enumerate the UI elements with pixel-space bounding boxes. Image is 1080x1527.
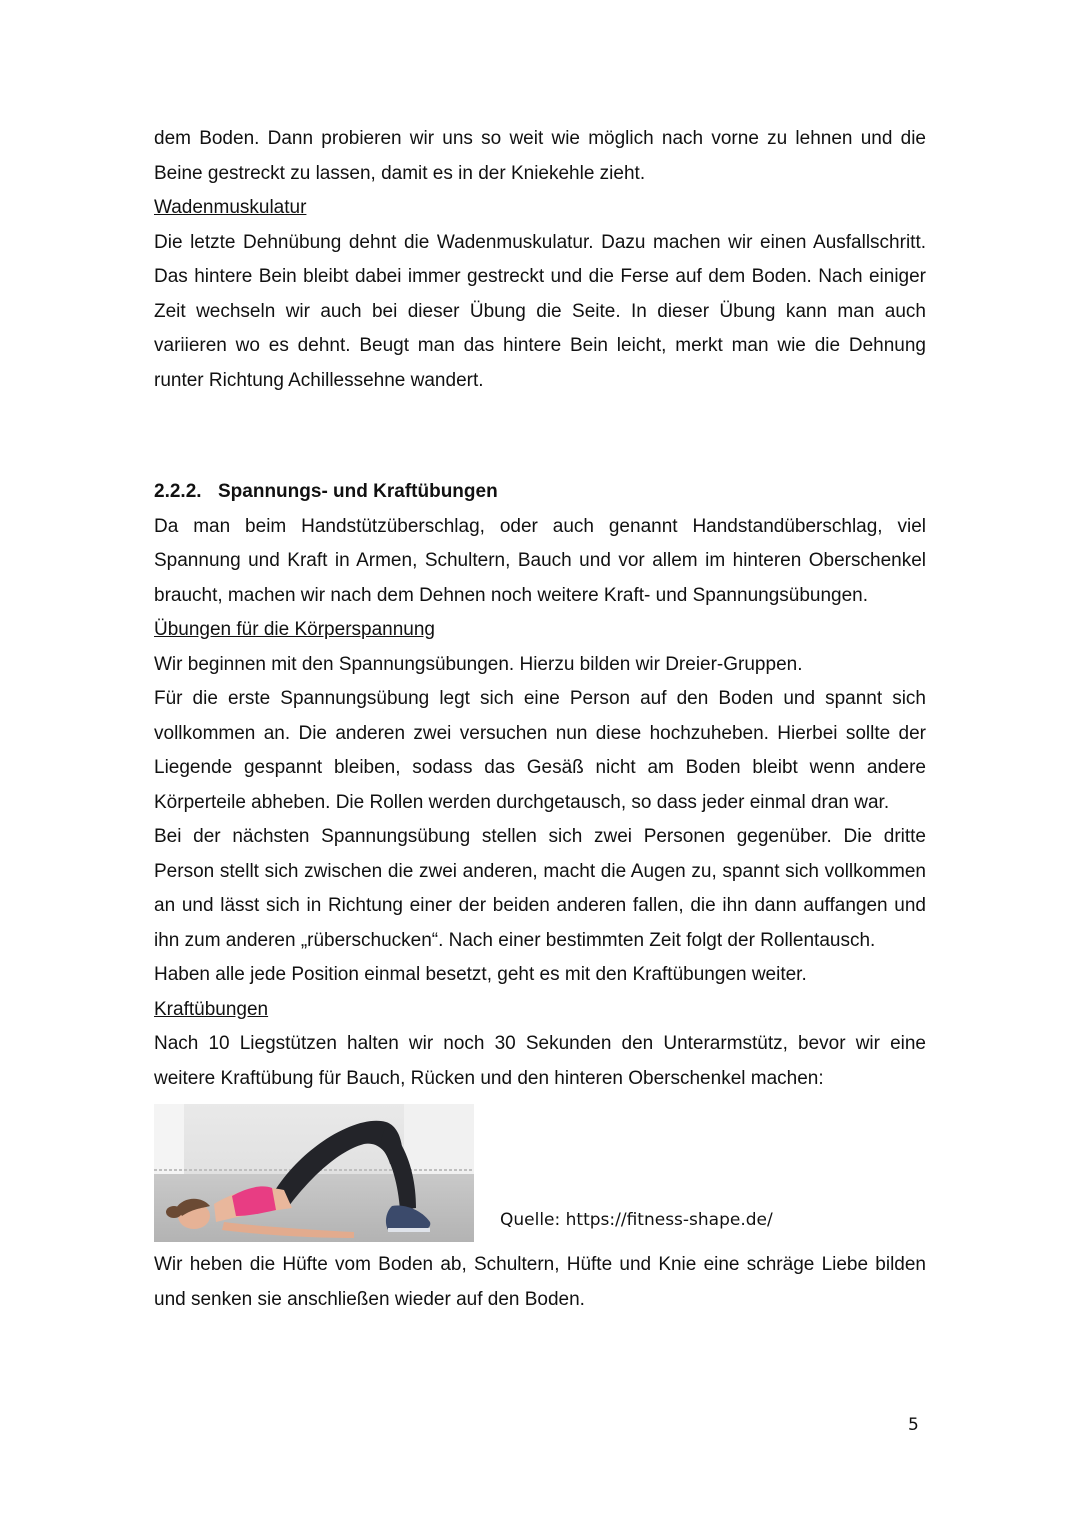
paragraph: Wir heben die Hüfte vom Boden ab, Schultern, Hüfte und Knie eine schräge Liebe bilden und senken sie anschließen wieder auf den Boden.	[154, 1254, 926, 1310]
paragraph: Bei der nächsten Spannungsübung stellen sich zwei Personen gegenüber. Die dritte Person stellt sich zwischen die zwei anderen, macht die Augen zu, spannt sich vollkommen an und lässt sich in Richtung einer der beiden anderen fallen, die ihn dann auffangen und ihn zum anderen „rüberschucken“. Nach einer bestimmten Zeit folgt der Rollentausch.	[154, 826, 926, 951]
paragraph: Wir beginnen mit den Spannungsübungen. Hierzu bilden wir Dreier-Gruppen.	[154, 653, 803, 675]
figure	[154, 1104, 926, 1244]
page-number: 5	[908, 1415, 919, 1435]
paragraph-waden: Die letzte Dehnübung dehnt die Wadenmuskulatur. Dazu machen wir einen Ausfallschritt. Das hintere Bein bleibt dabei immer gestreckt und die Ferse auf dem Boden. Nach einiger Zeit wechseln wir auch bei dieser Übung die Seite. In dieser Übung kann man auch variieren wo es dehnt. Beugt man das hintere Bein leicht, merkt man wie die Dehnung runter Richtung Achillessehne wandert.	[154, 231, 926, 391]
section-heading	[154, 475, 926, 510]
paragraph: Beine gestreckt zu lassen, damit es in der Kniekehle zieht.	[154, 162, 646, 184]
image-caption: Quelle: https://fitness-shape.de/	[500, 1210, 773, 1230]
paragraph: Nach 10 Liegstützen halten wir noch 30 Sekunden den Unterarmstütz, bevor wir eine weitere Kraftübung für Bauch, Rücken und den hinteren Oberschenkel machen:	[154, 1033, 926, 1089]
section-number: 2.2.2.	[154, 481, 202, 502]
exercise-photo	[154, 1104, 474, 1242]
glute-bridge-illustration	[154, 1104, 474, 1242]
paragraph-intro: Da man beim Handstützüberschlag, oder auch genannt Handstandüberschlag, viel Spannung und Kraft in Armen, Schultern, Bauch und vor allem im hinteren Oberschenkel braucht, machen wir nach dem Dehnen noch weitere Kraft- und Spannungsübungen.	[154, 515, 926, 606]
document-body	[154, 122, 926, 1317]
section-title: Spannungs- und Kraftübungen	[218, 481, 498, 502]
subheading-waden: Wadenmuskulatur	[154, 197, 307, 218]
subheading-kraftuebungen: Kraftübungen	[154, 998, 269, 1020]
paragraph: dem Boden. Dann probieren wir uns so weit wie möglich nach vorne zu lehnen und die	[154, 128, 926, 149]
paragraph: Haben alle jede Position einmal besetzt, geht es mit den Kraftübungen weiter.	[154, 964, 807, 985]
subheading-koerperspannung: Übungen für die Körperspannung	[154, 619, 435, 640]
paragraph: Für die erste Spannungsübung legt sich eine Person auf den Boden und spannt sich vollkommen an. Die anderen zwei versuchen nun diese hochzuheben. Hierbei sollte der Liegende gespannt bleiben, sodass das Gesäß nicht am Boden bleibt wenn andere Körperteile abheben. Die Rollen werden durchgetausch, so dass jeder einmal dran war.	[154, 688, 926, 813]
